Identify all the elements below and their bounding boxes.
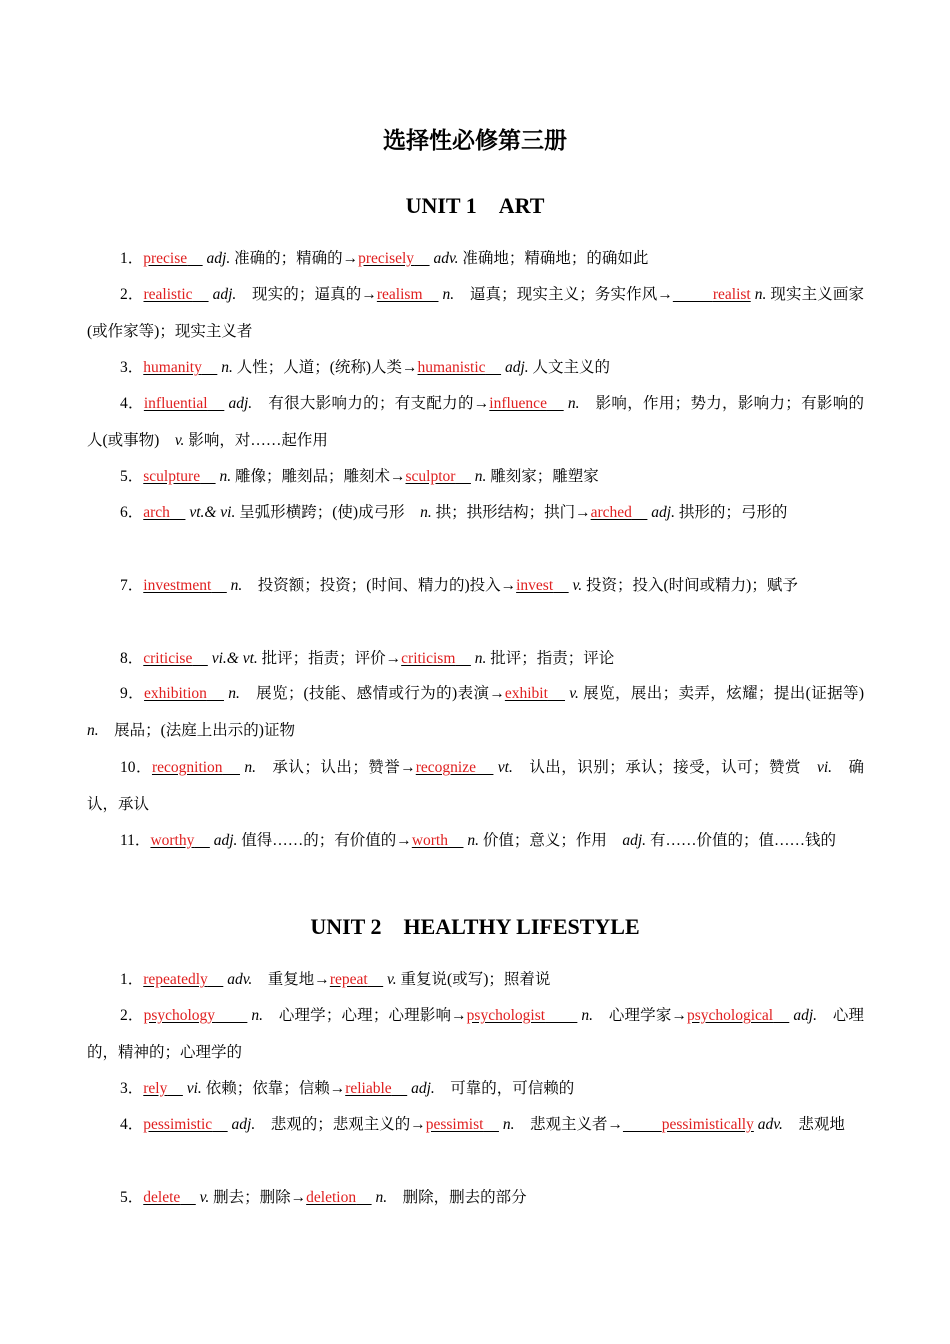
- answer: humanistic: [417, 359, 486, 376]
- answer: criticise: [143, 650, 193, 667]
- list-item: [87, 240, 864, 277]
- definition: n. 人性；人道；(统称)人类→: [221, 359, 418, 376]
- definition: n. 删除，删去的部分: [375, 1189, 527, 1206]
- answer: invest: [516, 577, 554, 594]
- answer: pessimistic: [143, 1116, 213, 1133]
- definition: v. 重复说(或写)；照着说: [387, 971, 551, 988]
- answer: reliable: [345, 1080, 392, 1097]
- unit-1-heading: UNIT 1 ART: [405, 193, 545, 218]
- definition: adj. 悲观的；悲观主义的→: [231, 1116, 426, 1133]
- definition: n. 雕刻家；雕塑家: [474, 468, 599, 485]
- list-item: [87, 1179, 864, 1216]
- answer: investment: [143, 577, 212, 594]
- item-number: 4．: [120, 1116, 144, 1133]
- definition: adj. 现实的；逼真的→: [212, 286, 377, 303]
- list-item: [87, 1070, 864, 1107]
- definition: n. 心理学家→: [581, 1007, 688, 1024]
- answer: worthy: [150, 832, 195, 849]
- list-item: [87, 349, 864, 386]
- definition: n. 展览；(技能、感情或行为的)表演→: [228, 685, 505, 702]
- answer: psychological: [687, 1007, 774, 1024]
- item-number: 9．: [120, 685, 145, 702]
- answer: humanity: [143, 359, 202, 376]
- definition: n. 投资额；投资；(时间、精力的)投入→: [230, 577, 517, 594]
- answer: realistic: [143, 286, 193, 303]
- item-number: 6．: [120, 504, 144, 521]
- definition: n. 批评；指责；评论: [474, 650, 615, 667]
- list-item: [87, 749, 864, 823]
- list-item: [87, 458, 864, 495]
- definition: vt. 认出，识别；承认；接受，认可；赞赏 vi. 确认，承认: [87, 759, 864, 813]
- definition: adv. 悲观地: [757, 1116, 845, 1133]
- list-item: [87, 997, 864, 1071]
- item-number: 10．: [120, 759, 152, 776]
- page-title: 选择性必修第三册: [383, 128, 567, 153]
- answer: rely: [143, 1080, 168, 1097]
- definition: n. 承认；认出；赞誉→: [244, 759, 416, 776]
- definition: adj. 可靠的，可信赖的: [411, 1080, 575, 1097]
- definition: adj. 人文主义的: [504, 359, 611, 376]
- item-number: 3．: [120, 359, 144, 376]
- answer: exhibition: [144, 685, 207, 702]
- item-number: 1．: [120, 250, 144, 267]
- list-item: [87, 494, 864, 531]
- definition: v. 投资；投入(时间或精力)；赋予: [572, 577, 798, 594]
- item-number: 3．: [120, 1080, 144, 1097]
- answer: arched: [590, 504, 632, 521]
- answer: recognize: [415, 759, 477, 776]
- definition: adv. 重复地→: [227, 971, 330, 988]
- answer: arch: [143, 504, 170, 521]
- item-number: 5．: [120, 1189, 144, 1206]
- definition: n. 影响，作用；势力，影响力；有影响的人(或事物) v. 影响，对……起作用: [87, 395, 865, 449]
- answer: repeatedly: [143, 971, 208, 988]
- definition: adv. 准确地；精确地；的确如此: [433, 250, 649, 267]
- answer: criticism: [401, 650, 456, 667]
- answer: influence: [489, 395, 547, 412]
- answer: deletion: [306, 1189, 357, 1206]
- item-number: 7．: [120, 577, 144, 594]
- definition: vi.& vt. 批评；指责；评价→: [211, 650, 402, 667]
- unit-2-heading: UNIT 2 HEALTHY LIFESTYLE: [310, 914, 640, 939]
- answer: sculptor: [405, 468, 456, 485]
- answer: psychology: [143, 1007, 216, 1024]
- list-item: [87, 961, 864, 998]
- definition: adj. 准确的；精确的→: [206, 250, 359, 267]
- definition: v. 展览，展出；卖弄，炫耀；提出(证据等) n. 展品；(法庭上出示的)证物: [87, 685, 880, 739]
- answer: pessimistically: [661, 1116, 754, 1133]
- definition: n. 现实主义画家(或作家等)；现实主义者: [87, 286, 864, 340]
- item-number: 8．: [120, 650, 144, 667]
- answer: realist: [712, 286, 751, 303]
- list-item: [87, 675, 880, 749]
- definition: v. 删去；删除→: [199, 1189, 307, 1206]
- definition: n. 悲观主义者→: [502, 1116, 623, 1133]
- definition: vi. 依赖；依靠；信赖→: [186, 1080, 346, 1097]
- item-number: 1．: [120, 971, 144, 988]
- answer: delete: [143, 1189, 181, 1206]
- item-number: 5．: [120, 468, 144, 485]
- answer: psychologist: [466, 1007, 546, 1024]
- definition: vt.& vi. 呈弧形横跨；(使)成弓形 n. 拱；拱形结构；拱门→: [189, 504, 591, 521]
- answer: recognition: [151, 759, 223, 776]
- definition: adj. 拱形的；弓形的: [651, 504, 788, 521]
- answer: exhibit: [504, 685, 548, 702]
- item-number: 2．: [120, 1007, 144, 1024]
- definition: n. 逼真；现实主义；务实作风→: [442, 286, 673, 303]
- answer: influential: [143, 395, 208, 412]
- list-item: [87, 822, 864, 859]
- definition: n. 心理学；心理；心理影响→: [251, 1007, 467, 1024]
- answer: precise: [143, 250, 188, 267]
- definition: adj. 心理的，精神的；心理学的: [87, 1007, 864, 1061]
- answer: worth: [411, 832, 448, 849]
- list-item: [87, 276, 864, 350]
- answer: sculpture: [143, 468, 201, 485]
- list-item: [87, 1106, 864, 1143]
- list-item: [87, 385, 864, 459]
- definition: adj. 值得……的；有价值的→: [213, 832, 412, 849]
- definition: n. 雕像；雕刻品；雕刻术→: [219, 468, 406, 485]
- answer: realism: [376, 286, 423, 303]
- item-number: 11．: [120, 832, 151, 849]
- definition: n. 价值；意义；作用 adj. 有……价值的；值……钱的: [467, 832, 836, 849]
- item-number: 2．: [120, 286, 144, 303]
- item-number: 4．: [120, 395, 144, 412]
- list-item: [87, 567, 864, 604]
- list-item: [87, 640, 864, 677]
- answer: pessimist: [425, 1116, 484, 1133]
- answer: precisely: [358, 250, 415, 267]
- definition: adj. 有很大影响力的；有支配力的→: [228, 395, 490, 412]
- answer: repeat: [329, 971, 368, 988]
